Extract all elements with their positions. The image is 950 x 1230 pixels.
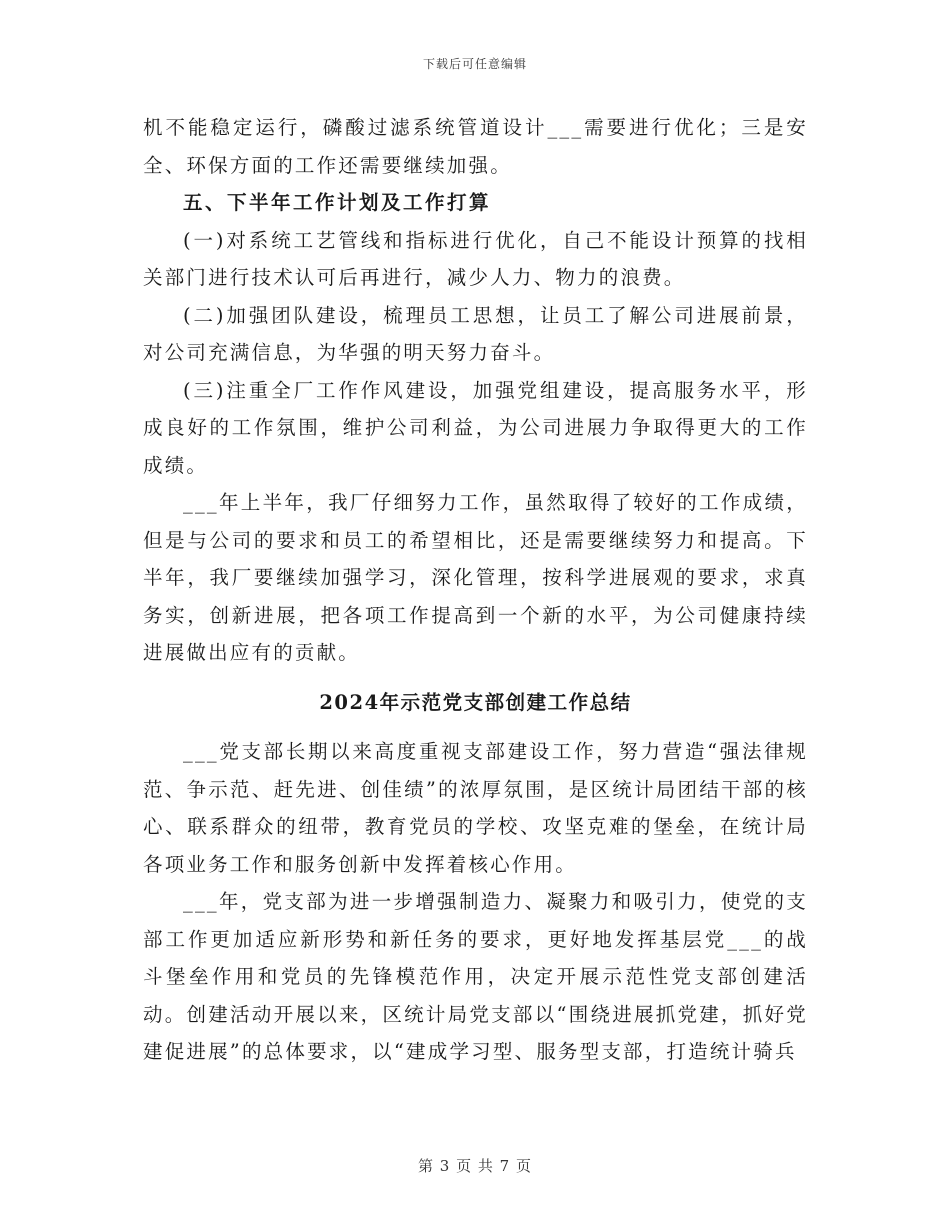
document-title: 2024年示范党支部创建工作总结 (319, 690, 632, 714)
plan-item-1: (一)对系统工艺管线和指标进行优化，自己不能设计预算的找相关部门进行技术认可后再进行，减少人力、物力的浪费。 (143, 228, 808, 289)
document-body (143, 109, 808, 1071)
paragraph-continuation: 机不能稳定运行，磷酸过滤系统管道设计___需要进行优化；三是安全、环保方面的工作还需要继续加强。 (143, 116, 808, 177)
plan-item-2: (二)加强团队建设，梳理员工思想，让员工了解公司进展前景，对公司充满信息，为华强的明天努力奋斗。 (143, 303, 808, 364)
closing-paragraph: ___年上半年，我厂仔细努力工作，虽然取得了较好的工作成绩，但是与公司的要求和员工的希望相比，还是需要继续努力和提高。下半年，我厂要继续加强学习，深化管理，按科学进展观的要求，求真务实，创新进展，把各项工作提高到一个新的水平，为公司健康持续进展做出应有的贡献。 (143, 491, 808, 664)
plan-item-3: (三)注重全厂工作作风建设，加强党组建设，提高服务水平，形成良好的工作氛围，维护公司利益，为公司进展力争取得更大的工作成绩。 (143, 378, 808, 477)
section-heading: 五、下半年工作计划及工作打算 (183, 191, 492, 214)
page-number: 第 3 页 共 7 页 (418, 1157, 532, 1175)
summary-paragraph-1: ___党支部长期以来高度重视支部建设工作，努力营造“强法律规范、争示范、赶先进、创佳绩”的浓厚氛围，是区统计局团结干部的核心、联系群众的纽带，教育党员的学校、攻坚克难的堡垒，在统计局各项业务工作和服务创新中发挥着核心作用。 (143, 740, 808, 876)
summary-paragraph-2: ___年，党支部为进一步增强制造力、凝聚力和吸引力，使党的支部工作更加适应新形势和新任务的要求，更好地发挥基层党___的战斗堡垒作用和党员的先锋模范作用，决定开展示范性党支部创建活动。创建活动开展以来，区统计局党支部以“围绕进展抓党建，抓好党建促进展”的总体要求，以“建成学习型、服务型支部，打造统计骑兵 (143, 890, 808, 1063)
page-header-note: 下载后可任意编辑 (422, 57, 527, 71)
